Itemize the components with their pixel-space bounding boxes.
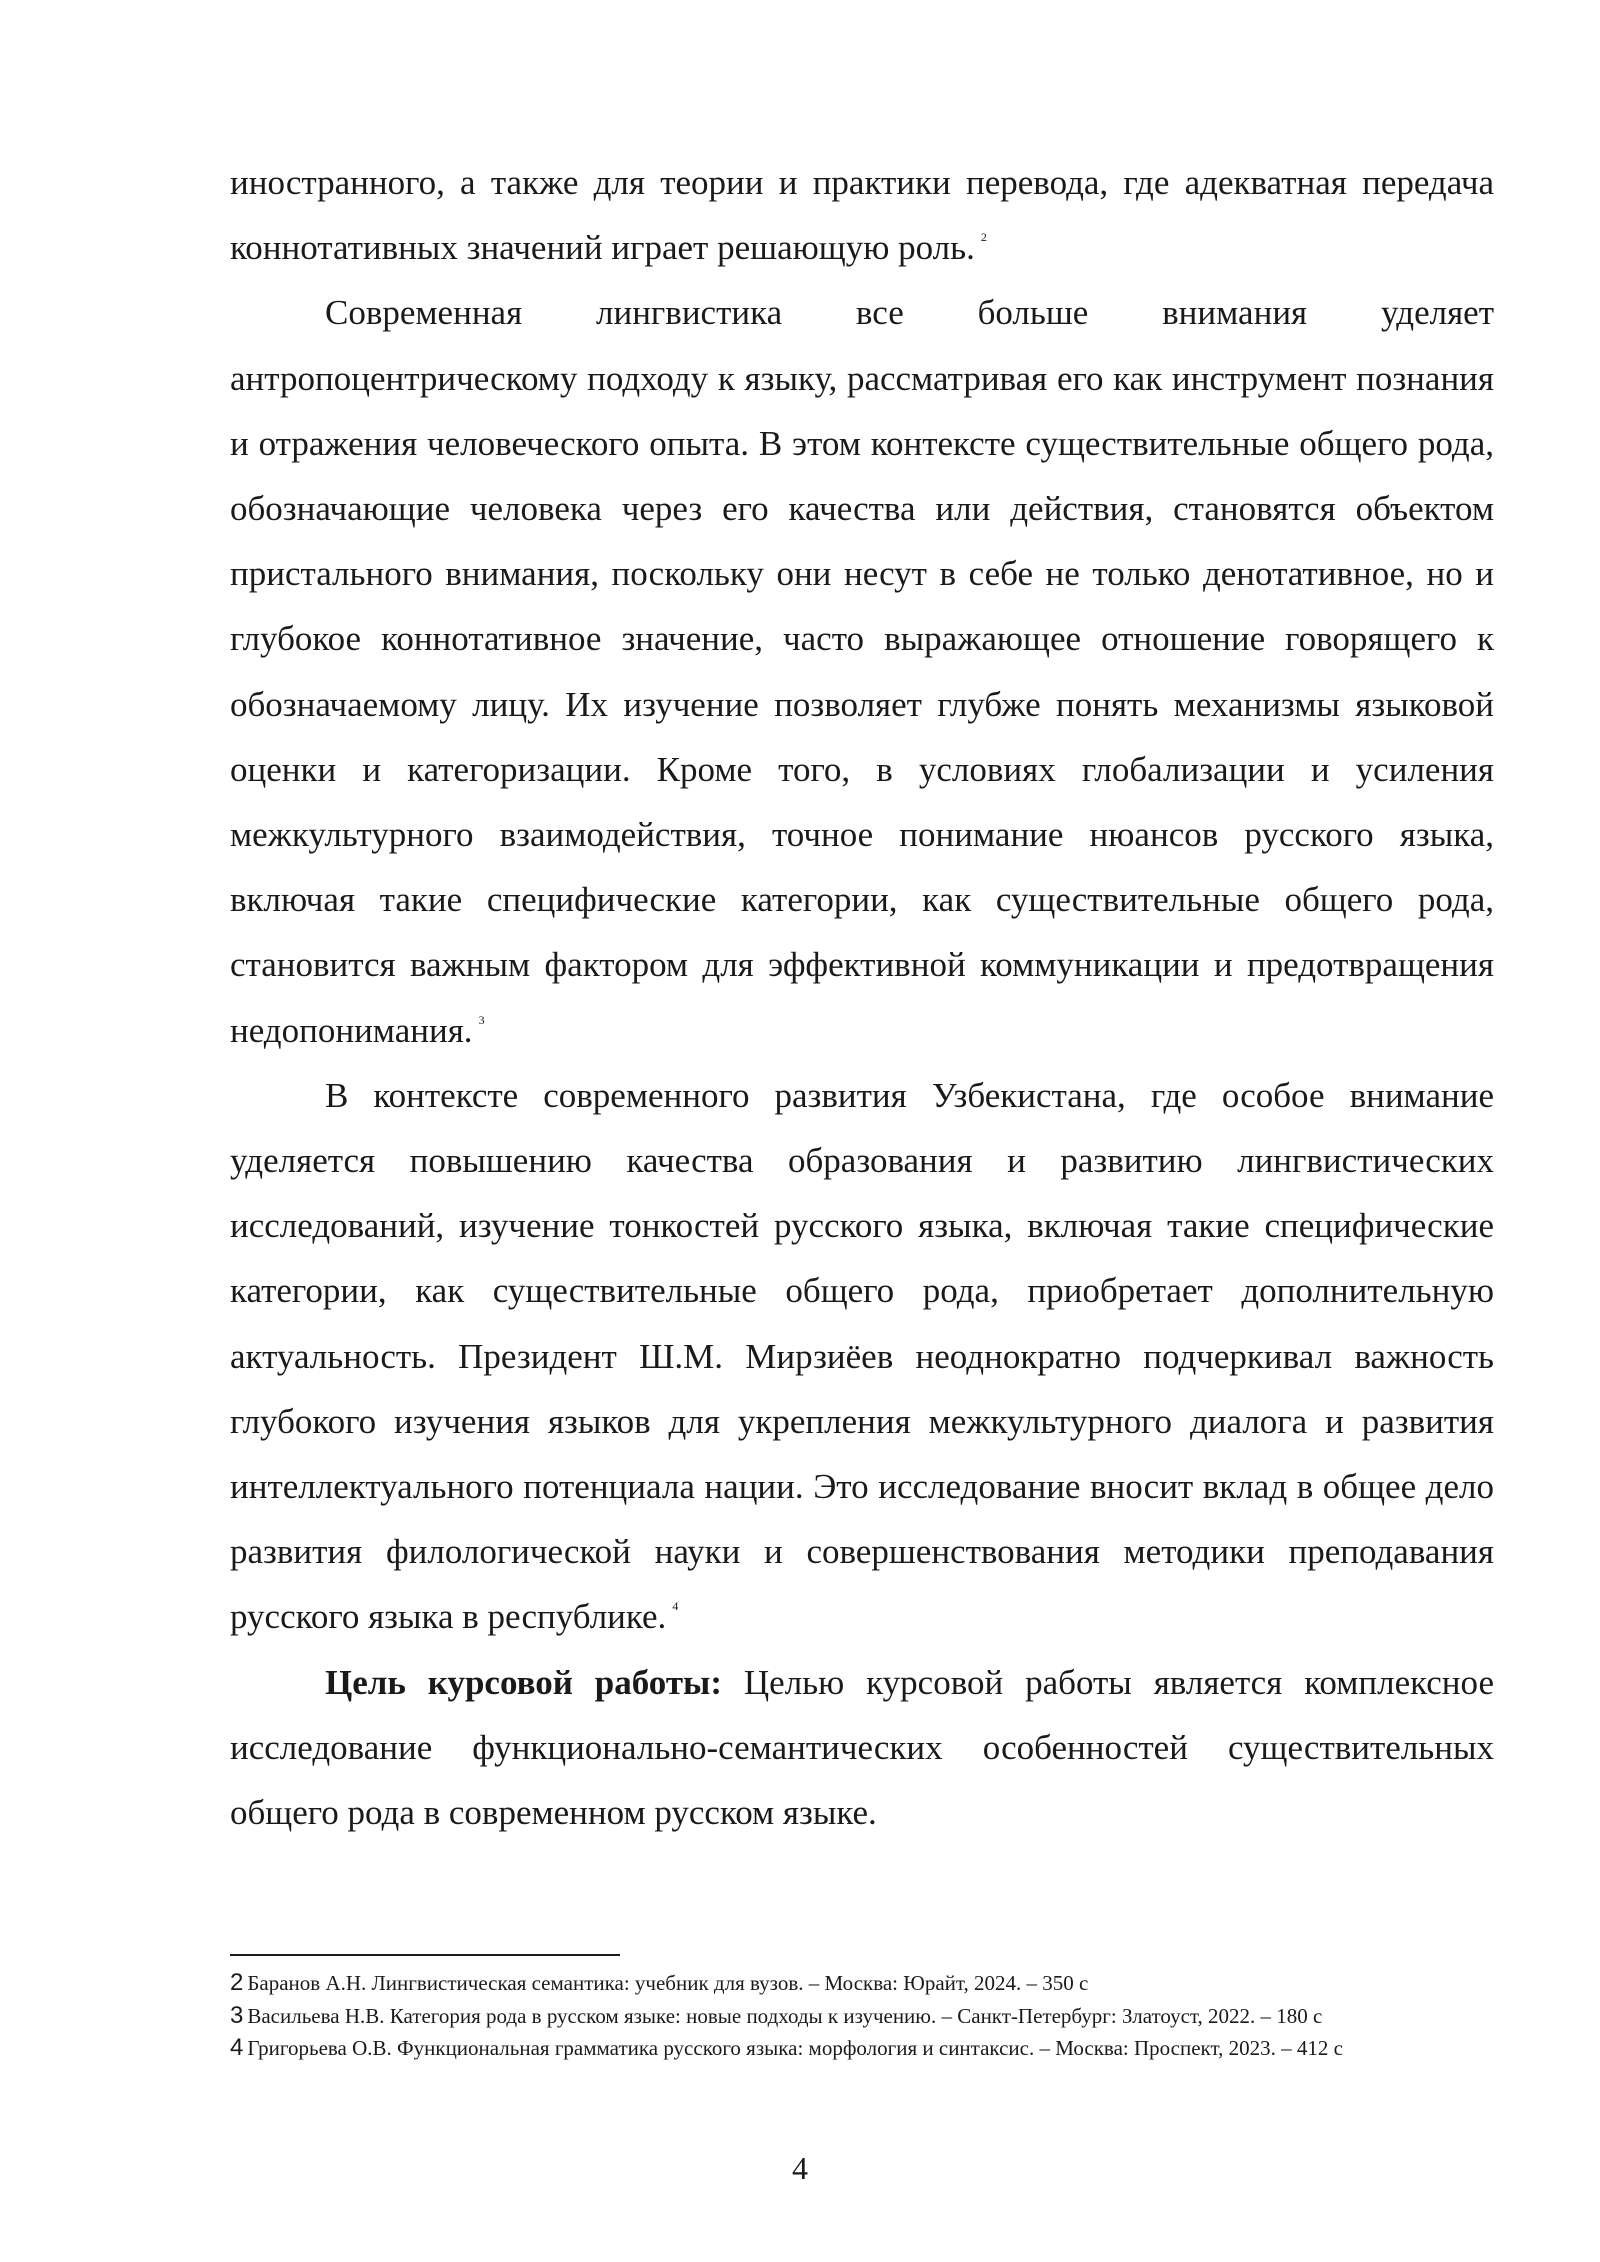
- footnote-text: Баранов А.Н. Лингвистическая семантика: учебник для вузов. – Москва: Юрайт, 2024. – 350 с: [247, 1971, 1089, 1995]
- footnote-number: 4: [230, 2034, 244, 2061]
- footnote-separator: [230, 1954, 620, 1956]
- paragraph-uzbekistan: [230, 1063, 1494, 1650]
- paragraph-text: Современная лингвистика все больше внимания уделяет антропоцентрическому подходу к языку, рассматривая его как инструмент познания и отражения человеческого опыта. В этом контексте существительные общего рода, обозначающие человека через его качества или действия, становятся объектом пристального внимания, поскольку они несут в себе не только денотативное, но и глубокое коннотативное значение, часто выражающее отношение говорящего к обозначаемому лицу. Их изучение позволяет глубже понять механизмы языковой оценки и категоризации. Кроме того, в условиях глобализации и усиления межкультурного взаимодействия, точное понимание нюансов русского языка, включая такие специфические категории, как существительные общего рода, становится важным фактором для эффективной коммуникации и предотвращения недопонимания.: [230, 293, 1494, 1050]
- paragraph-continuation: [230, 150, 1494, 280]
- paragraph-goal: [230, 1650, 1494, 1846]
- footnote-item: [230, 1968, 1494, 1999]
- footnote-number: 3: [230, 2001, 244, 2029]
- footnote-reference[interactable]: 2: [980, 230, 987, 245]
- footnote-item: [230, 2001, 1494, 2032]
- paragraph-text: В контексте современного развития Узбекистана, где особое внимание уделяется повышению качества образования и развитию лингвистических исследований, изучение тонкостей русского языка, включая такие специфические категории, как существительные общего рода, приобретает дополнительную актуальность. Президент Ш.М. Мирзиёев неоднократно подчеркивал важность глубокого изучения языков для укрепления межкультурного диалога и развития интеллектуального потенциала нации. Это исследование вносит вклад в общее дело развития филологической науки и совершенствования методики преподавания русского языка в республике.: [230, 1075, 1494, 1637]
- paragraph-text: Целью курсовой работы является комплексное исследование функционально-семантических особенностей существительных общего рода в современном русском языке.: [230, 1662, 1494, 1833]
- footnote-number: 2: [230, 1969, 244, 1996]
- footnote-text: Васильева Н.В. Категория рода в русском языке: новые подходы к изучению. – Санкт-Петербург: Златоуст, 2022. – 180 с: [247, 2003, 1323, 2028]
- body-text: [230, 150, 1494, 1845]
- paragraph-anthropocentric: [230, 280, 1494, 1062]
- footnote-reference[interactable]: 3: [478, 1012, 485, 1027]
- footnotes: [230, 1968, 1494, 2066]
- paragraph-text: иностранного, а также для теории и практики перевода, где адекватная передача коннотативных значений играет решающую роль.: [230, 163, 1494, 268]
- footnote-item: [230, 2033, 1494, 2064]
- goal-label: Цель курсовой работы:: [325, 1662, 723, 1702]
- footnote-text: Григорьева О.В. Функциональная грамматика русского языка: морфология и синтаксис. – Москва: Проспект, 2023. – 412 с: [247, 2036, 1343, 2060]
- footnote-reference[interactable]: 4: [672, 1599, 679, 1614]
- page-number: 4: [792, 2150, 808, 2186]
